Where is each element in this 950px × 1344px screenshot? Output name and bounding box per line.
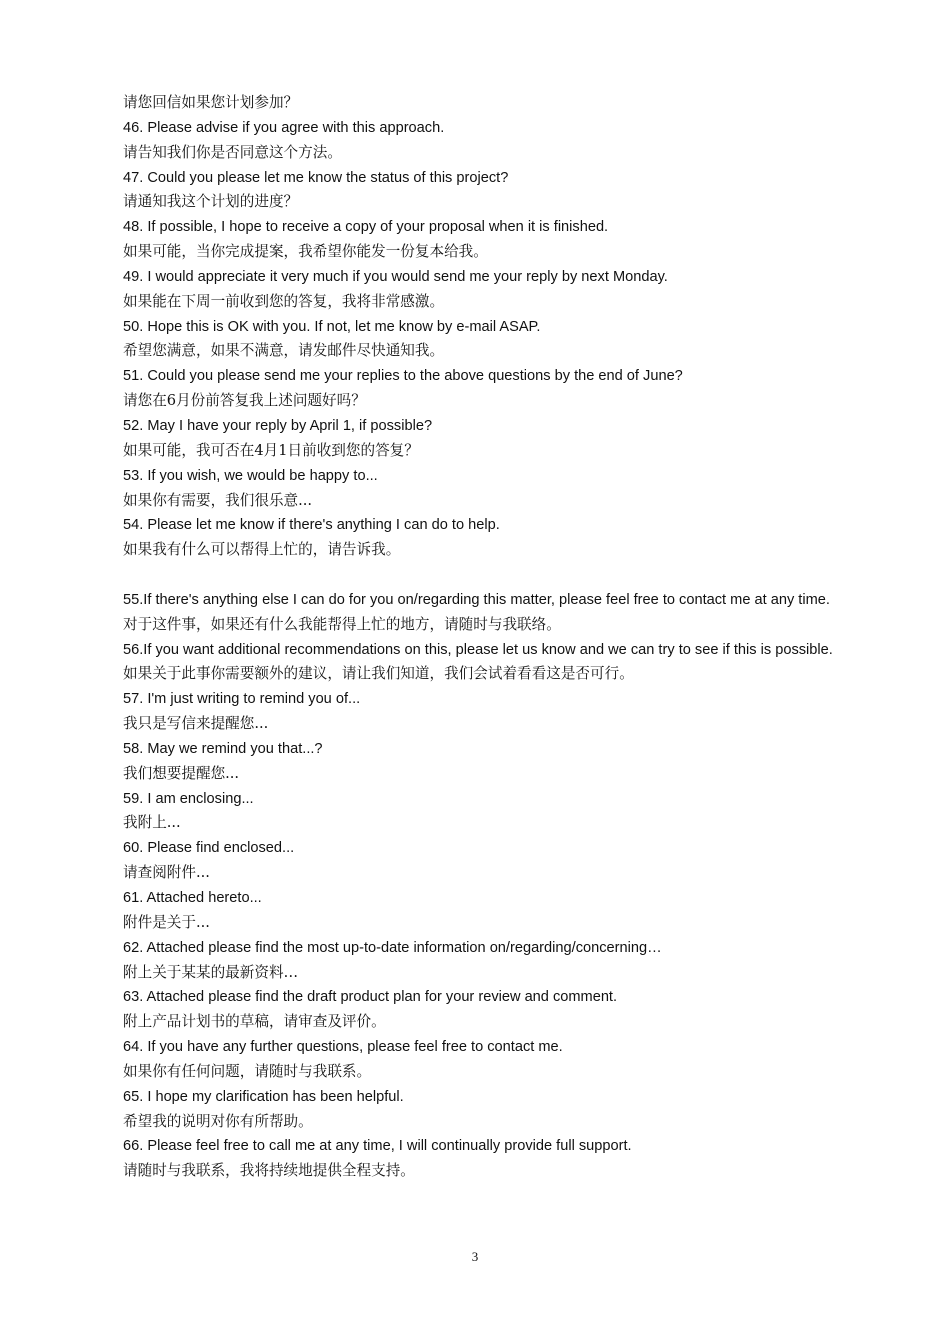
- english-sentence: 49. I would appreciate it very much if you would send me your reply by next Monday.: [123, 268, 668, 285]
- english-sentence: 57. I'm just writing to remind you of...: [123, 691, 361, 708]
- chinese-translation: 如果我有什么可以帮得上忙的，请告诉我。: [123, 541, 401, 559]
- chinese-translation: 请您在6月份前答复我上述问题好吗？: [123, 392, 366, 410]
- english-sentence: 58. May we remind you that...?: [123, 740, 323, 757]
- chinese-translation: 我只是写信来提醒您...: [123, 715, 269, 733]
- chinese-translation: 附上关于某某的最新资料…: [123, 963, 299, 981]
- document-body: [91, 91, 859, 1184]
- english-sentence: 61. Attached hereto...: [123, 890, 262, 906]
- page-number: 3: [471, 1249, 479, 1264]
- english-sentence: 65. I hope my clarification has been helpful.: [123, 1088, 404, 1105]
- english-sentence: 55.If there's anything else I can do for you on/regarding this matter, please feel free to contact me at any time.: [123, 591, 830, 608]
- chinese-translation: 对于这件事，如果还有什么我能帮得上忙的地方，请随时与我联络。: [123, 615, 561, 633]
- chinese-translation: 请通知我这个计划的进度？: [123, 193, 299, 211]
- chinese-translation: 附上产品计划书的草稿，请审查及评价。: [123, 1013, 386, 1031]
- chinese-translation: 如果你有任何问题，请随时与我联系。: [123, 1062, 372, 1080]
- english-sentence: 66. Please feel free to call me at any time, I will continually provide full support.: [123, 1138, 632, 1155]
- chinese-translation: 我附上...: [123, 814, 181, 832]
- english-sentence: 64. If you have any further questions, please feel free to contact me.: [123, 1039, 563, 1056]
- chinese-translation: 如果可能，当你完成提案，我希望你能发一份复本给我。: [123, 243, 488, 261]
- english-sentence: 63. Attached please find the draft product plan for your review and comment.: [123, 989, 618, 1006]
- chinese-translation: 希望我的说明对你有所帮助。: [123, 1112, 313, 1130]
- english-sentence: 48. If possible, I hope to receive a copy of your proposal when it is finished.: [123, 219, 609, 236]
- english-sentence: 54. Please let me know if there's anything I can do to help.: [123, 517, 500, 534]
- english-sentence: 52. May I have your reply by April 1, if possible?: [123, 417, 433, 434]
- english-sentence: 56.If you want additional recommendations on this, please let us know and we can try to see if this is possible.: [123, 641, 833, 658]
- chinese-translation: 我们想要提醒您...: [123, 764, 240, 782]
- chinese-translation: 请您回信如果您计划参加？: [123, 94, 299, 111]
- english-sentence: 46. Please advise if you agree with this approach.: [123, 119, 445, 136]
- chinese-translation: 请告知我们你是否同意这个方法。: [123, 143, 342, 161]
- blank-line: [91, 563, 859, 588]
- english-sentence: 50. Hope this is OK with you. If not, let me know by e-mail ASAP.: [123, 318, 541, 335]
- chinese-translation: 如果关于此事你需要额外的建议，请让我们知道，我们会试着看看这是否可行。: [123, 665, 634, 683]
- english-sentence: 47. Could you please let me know the status of this project?: [123, 169, 509, 186]
- english-sentence: 59. I am enclosing...: [123, 790, 254, 807]
- chinese-translation: 如果能在下周一前收到您的答复，我将非常感激。: [123, 292, 445, 310]
- chinese-translation: 请随时与我联系，我将持续地提供全程支持。: [123, 1162, 415, 1180]
- chinese-translation: 附件是关于...: [123, 913, 210, 931]
- chinese-translation: 希望您满意，如果不满意，请发邮件尽快通知我。: [123, 342, 445, 360]
- chinese-translation: 请查阅附件...: [123, 864, 210, 882]
- chinese-translation: 如果可能，我可否在4月1日前收到您的答复？: [123, 441, 419, 459]
- english-sentence: 53. If you wish, we would be happy to...: [123, 467, 378, 484]
- english-sentence: 62. Attached please find the most up-to-date information on/regarding/concerning…: [123, 939, 662, 956]
- english-sentence: 60. Please find enclosed...: [123, 840, 295, 857]
- chinese-translation: 如果你有需要，我们很乐意...: [123, 491, 313, 509]
- english-sentence: 51. Could you please send me your replies to the above questions by the end of June?: [123, 368, 683, 385]
